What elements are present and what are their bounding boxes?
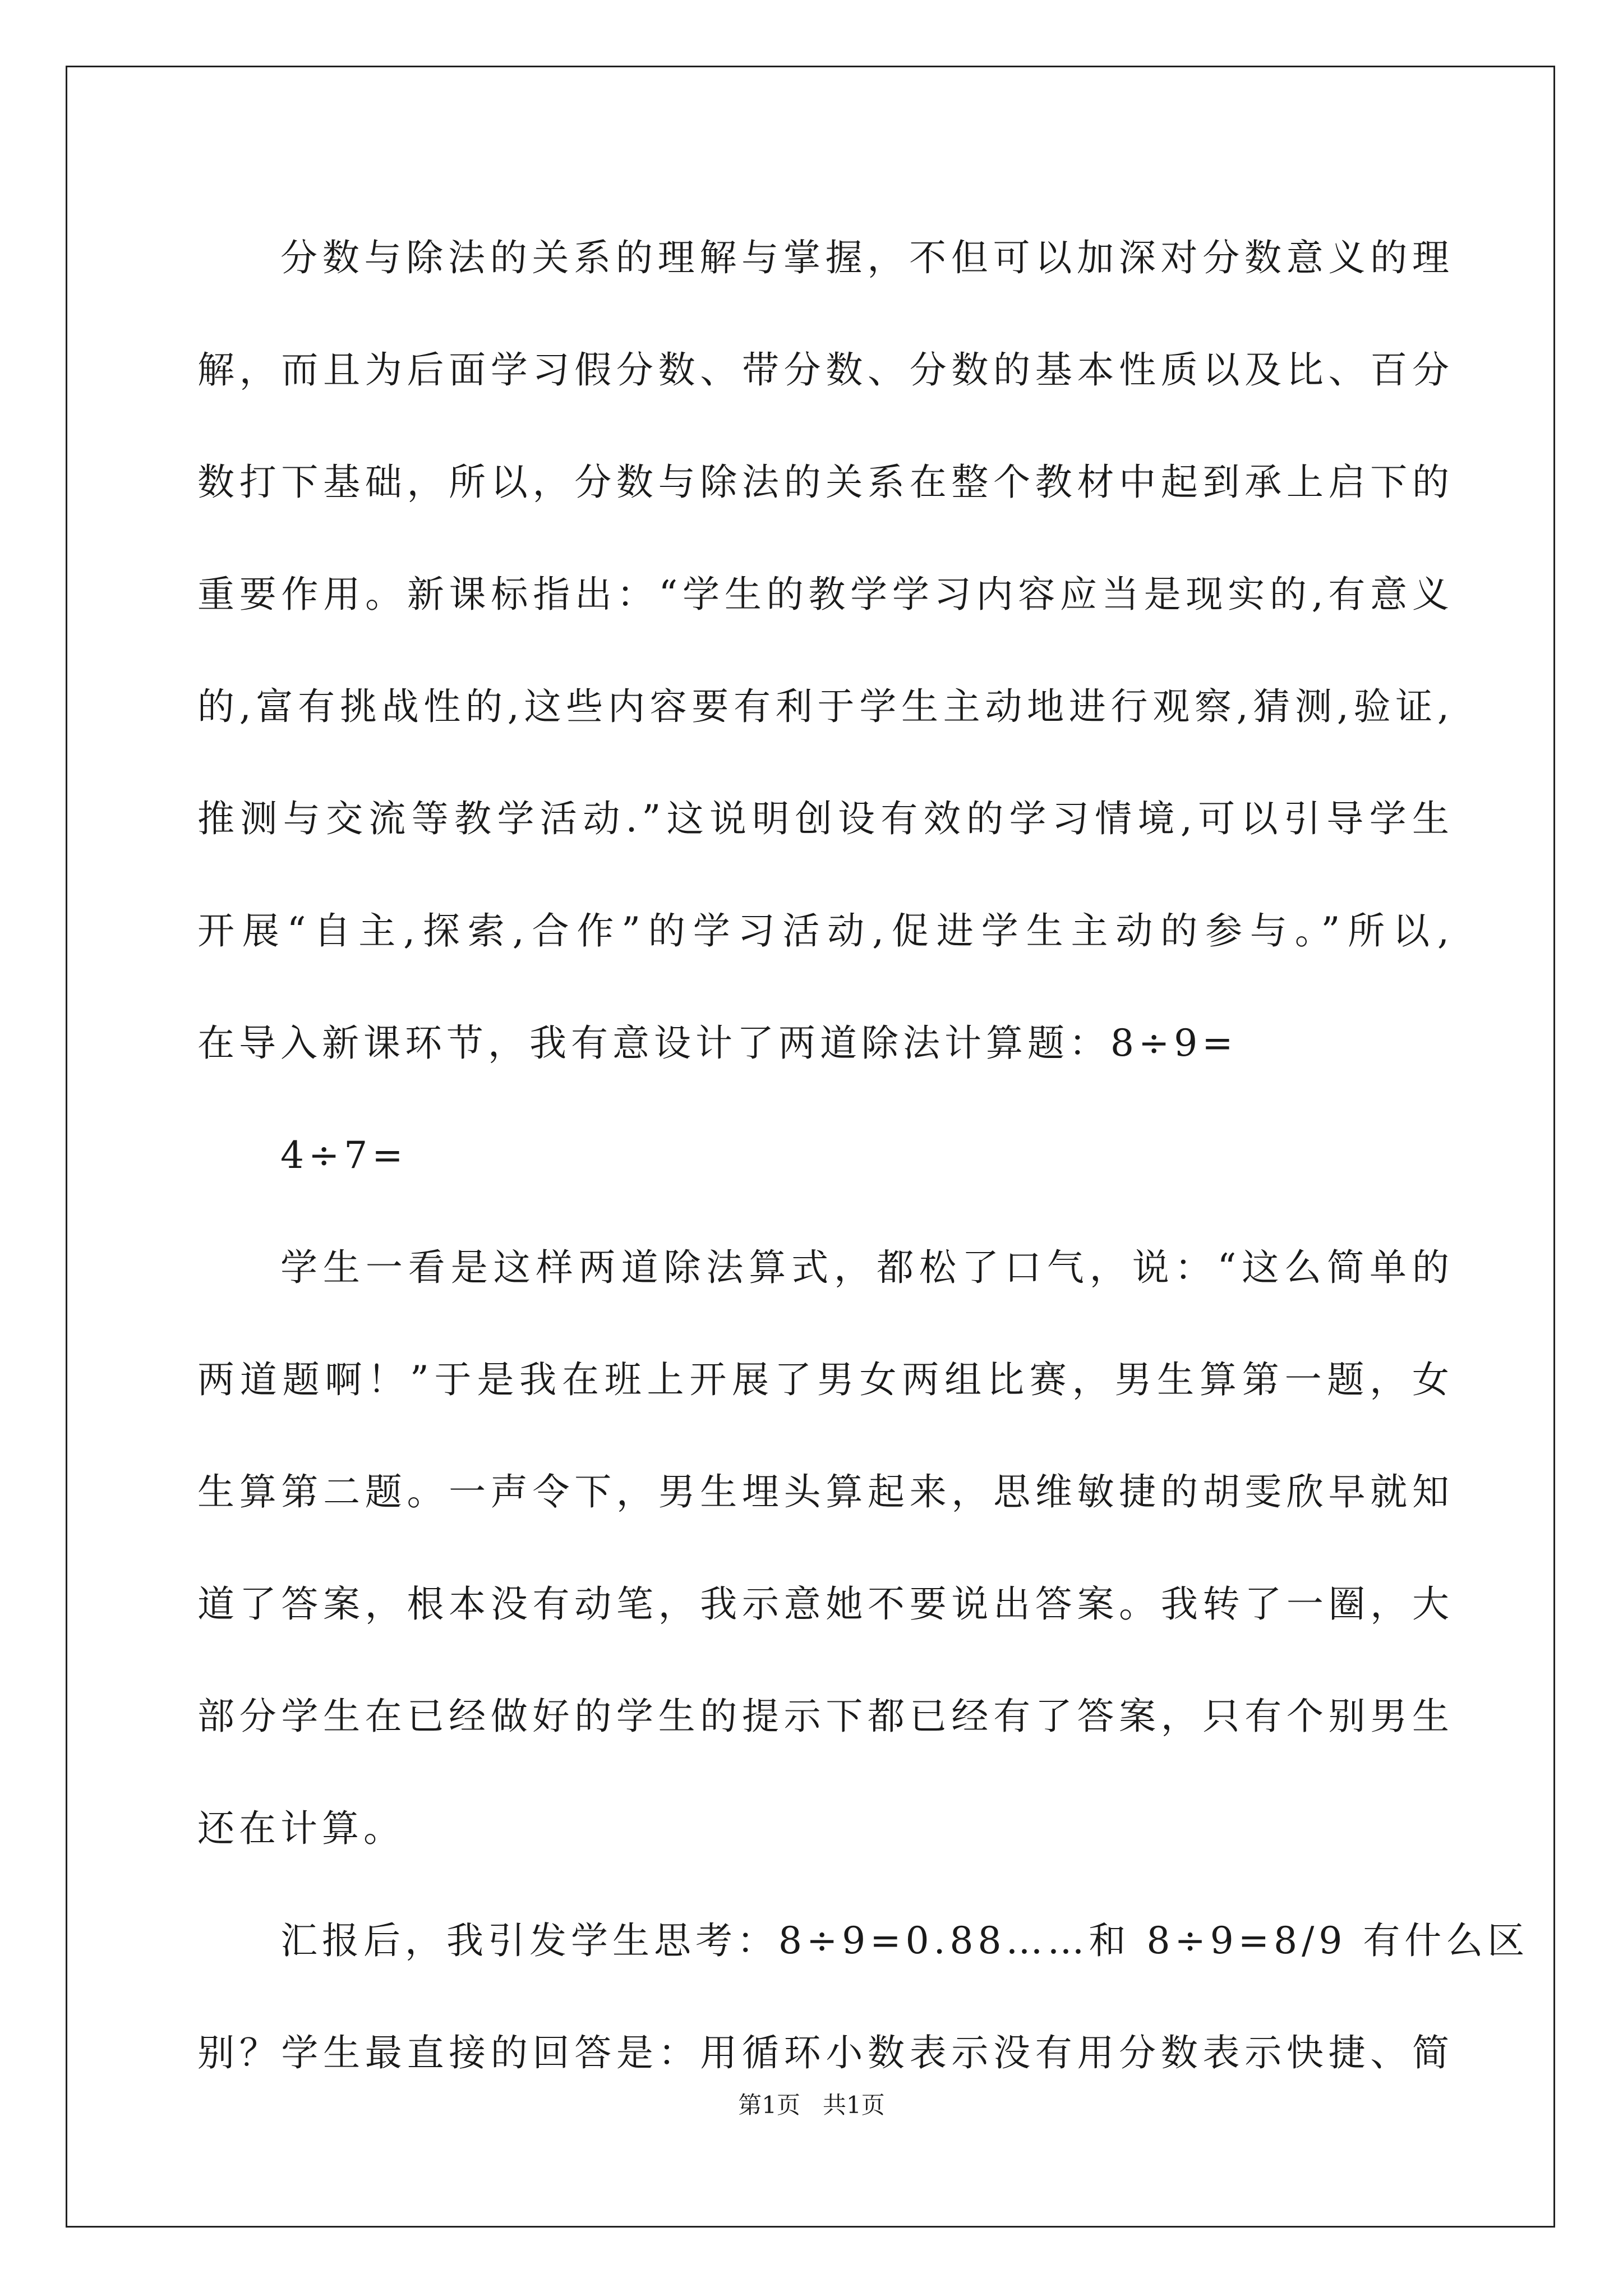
paragraph-1-line-6: 推测与交流等教学活动.”这说明创设有效的学习情境,可以引导学生 bbox=[197, 797, 1454, 840]
paragraph-1-line-1: 分数与除法的关系的理解与掌握，不但可以加深对分数意义的理 bbox=[280, 236, 1454, 279]
paragraph-1-line-2: 解，而且为后面学习假分数、带分数、分数的基本性质以及比、百分 bbox=[197, 348, 1454, 392]
paragraph-1-line-7: 开展“自主,探索,合作”的学习活动,促进学生主动的参与。”所以, bbox=[197, 909, 1454, 953]
page-total: 共1页 bbox=[823, 2091, 885, 2119]
paragraph-3-line-5: 部分学生在已经做好的学生的提示下都已经有了答案，只有个别男生 bbox=[197, 1695, 1454, 1738]
paragraph-3-line-2: 两道题啊！”于是我在班上开展了男女两组比赛，男生算第一题，女 bbox=[197, 1358, 1454, 1401]
paragraph-1-line-5: 的,富有挑战性的,这些内容要有利于学生主动地进行观察,猜测,验证, bbox=[197, 685, 1454, 728]
page-number: 第1页 bbox=[738, 2091, 800, 2119]
paragraph-4-line-1: 汇报后，我引发学生思考：8÷9=0.88……和 8÷9=8/9 有什么区 bbox=[280, 1919, 1529, 1962]
document-body bbox=[197, 202, 1529, 2109]
paragraph-1-line-3: 数打下基础，所以，分数与除法的关系在整个教材中起到承上启下的 bbox=[197, 461, 1454, 504]
paragraph-3-line-3: 生算第二题。一声令下，男生埋头算起来，思维敏捷的胡雯欣早就知 bbox=[197, 1470, 1454, 1513]
paragraph-3-line-1: 学生一看是这样两道除法算式，都松了口气，说：“这么简单的 bbox=[280, 1246, 1454, 1289]
paragraph-1-line-4: 重要作用。新课标指出：“学生的教学学习内容应当是现实的,有意义 bbox=[197, 573, 1454, 616]
paragraph-3-line-4: 道了答案，根本没有动笔，我示意她不要说出答案。我转了一圈，大 bbox=[197, 1582, 1454, 1626]
paragraph-4-line-2: 别？学生最直接的回答是：用循环小数表示没有用分数表示快捷、简 bbox=[197, 2031, 1454, 2074]
paragraph-2-line-1: 4÷7= bbox=[280, 1134, 408, 1177]
paragraph-3-line-6: 还在计算。 bbox=[197, 1807, 405, 1850]
paragraph-1-line-8: 在导入新课环节，我有意设计了两道除法计算题：8÷9= bbox=[197, 1022, 1238, 1065]
page-footer bbox=[0, 2087, 1623, 2120]
